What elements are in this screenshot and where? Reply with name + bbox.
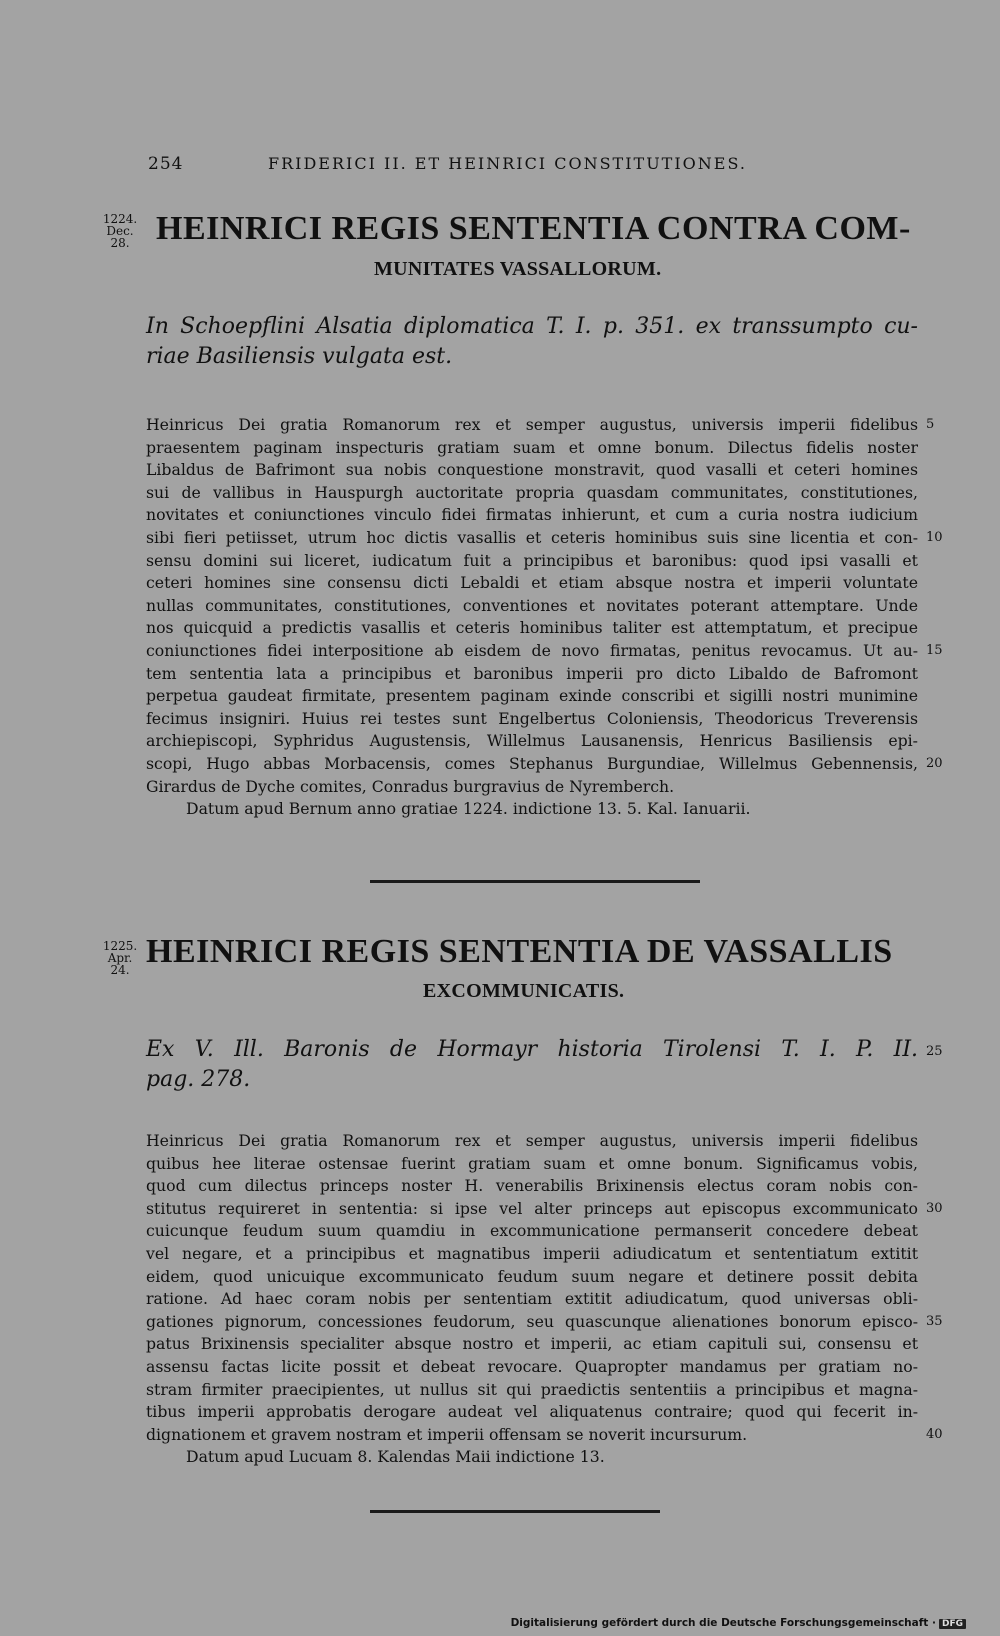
text-line: novitates et coniunctiones vinculo fidei firmatas inhierunt, et cum a curia nostra iudicium bbox=[146, 505, 918, 525]
section-2-title: HEINRICI REGIS SENTENTIA DE VASSALLIS bbox=[146, 933, 893, 970]
text-line: tem sententia lata a principibus et baronibus imperii pro dicto Libaldo de Bafromont bbox=[146, 663, 918, 683]
text-line: coniunctiones fidei interpositione ab eisdem de novo firmatas, penitus revocamus. Ut au- bbox=[146, 640, 918, 660]
source-line: riae Basiliensis vulgata est. bbox=[146, 344, 453, 369]
text-line: eidem, quod unicuique excommunicato feudum suum negare et detinere possit debita bbox=[146, 1266, 918, 1286]
text-line: quibus hee literae ostensae fuerint gratiam suam et omne bonum. Significamus vobis, bbox=[146, 1153, 918, 1173]
funding-note: Digitalisierung gefördert durch die Deutsche Forschungsgemeinschaft · DFG bbox=[511, 1617, 966, 1629]
text-line: sui de vallibus in Hauspurgh auctoritate propria quasdam communitates, constitutiones, bbox=[146, 482, 918, 502]
text-line: nullas communitates, constitutiones, conventiones et novitates poterant attemptare. Unde bbox=[146, 595, 918, 615]
line-number: 10 bbox=[926, 530, 943, 545]
section-1-subtitle: MUNITATES VASSALLORUM. bbox=[374, 258, 662, 280]
margin-date-2: 1225. Apr. 24. bbox=[102, 939, 138, 977]
text-line: vel negare, et a principibus et magnatibus imperii adiudicatum et sententiatum extitit bbox=[146, 1243, 918, 1263]
text-line: praesentem paginam inspecturis gratiam suam et omne bonum. Dilectus fidelis noster bbox=[146, 437, 918, 457]
text-line: ceteri homines sine consensu dicti Lebaldi et etiam absque nostra et imperii voluntate bbox=[146, 573, 918, 593]
source-line: Ex V. Ill. Baronis de Hormayr historia Tirolensi T. I. P. II. bbox=[146, 1037, 918, 1062]
section-1-source bbox=[146, 312, 918, 372]
section-2-subtitle: EXCOMMUNICATIS. bbox=[423, 980, 625, 1002]
source-line: In Schoepflini Alsatia diplomatica T. I. p. 351. ex transsumpto cu- bbox=[146, 314, 918, 339]
section-1-body bbox=[146, 414, 918, 821]
text-line: scopi, Hugo abbas Morbacensis, comes Stephanus Burgundiae, Willelmus Gebennensis, bbox=[146, 753, 918, 773]
text-line: dignationem et gravem nostram et imperii offensam se noverit incursurum. bbox=[146, 1424, 748, 1444]
text-line: sibi fieri petiisset, utrum hoc dictis vasallis et ceteris hominibus suis sine licentia et con- bbox=[146, 527, 918, 547]
text-line: Datum apud Lucuam 8. Kalendas Maii indictione 13. bbox=[186, 1447, 605, 1467]
text-line: perpetua gaudeat firmitate, presentem paginam exinde conscribi et sigilli nostri munimine bbox=[146, 686, 918, 706]
text-line: fecimus insigniri. Huius rei testes sunt Engelbertus Coloniensis, Theodoricus Treverensis bbox=[146, 708, 918, 728]
text-line: gationes pignorum, concessiones feudorum, seu quascunque alienationes bonorum episco- bbox=[146, 1311, 918, 1331]
line-number: 30 bbox=[926, 1200, 943, 1216]
text-line: Heinricus Dei gratia Romanorum rex et semper augustus, universis imperii fidelibus bbox=[146, 415, 918, 434]
margin-date-1: 1224. Dec. 28. bbox=[102, 212, 138, 250]
dfg-logo: DFG bbox=[939, 1619, 966, 1629]
text-line: cuicunque feudum suum quamdiu in excommunicatione permanserit concedere debeat bbox=[146, 1221, 918, 1241]
text-line: Datum apud Bernum anno gratiae 1224. indictione 13. 5. Kal. Ianuarii. bbox=[186, 799, 751, 819]
section-1-title: HEINRICI REGIS SENTENTIA CONTRA COM- bbox=[156, 210, 911, 247]
line-number: 20 bbox=[926, 756, 943, 771]
text-line: stram firmiter praecipientes, ut nullus sit qui praedictis sententiis a principibus et magna- bbox=[146, 1379, 918, 1399]
text-line: nos quicquid a predictis vasallis et ceteris hominibus taliter est attemptatum, et precipue bbox=[146, 618, 918, 638]
text-line: sensu domini sui liceret, iudicatum fuit a principibus et baronibus: quod ipsi vasalli et bbox=[146, 550, 918, 570]
text-line: archiepiscopi, Syphridus Augustensis, Willelmus Lausanensis, Henricus Basiliensis epi- bbox=[146, 731, 918, 751]
text-line: assensu factas licite possit et debeat revocare. Quapropter mandamus per gratiam no- bbox=[146, 1356, 918, 1376]
text-line: tibus imperii approbatis derogare audeat vel aliquatenus contraire; quod qui fecerit in- bbox=[146, 1402, 918, 1422]
line-number: 5 bbox=[926, 417, 935, 432]
line-number: 15 bbox=[926, 643, 943, 658]
running-title: FRIDERICI II. ET HEINRICI CONSTITUTIONES. bbox=[268, 154, 747, 173]
text-line: quod cum dilectus princeps noster H. venerabilis Brixinensis electus coram nobis con- bbox=[146, 1176, 918, 1196]
section-divider-2 bbox=[370, 1510, 660, 1513]
section-2-body bbox=[146, 1130, 918, 1469]
text-line: Girardus de Dyche comites, Conradus burgravius de Nyremberch. bbox=[146, 776, 675, 796]
source-line: pag. 278. bbox=[146, 1067, 251, 1092]
text-line: Heinricus Dei gratia Romanorum rex et semper augustus, universis imperii fidelibus bbox=[146, 1131, 918, 1150]
text-line: stitutus requireret in sententia: si ipse vel alter princeps aut episcopus excommunicato bbox=[146, 1198, 918, 1218]
section-divider-1 bbox=[370, 880, 700, 883]
line-number: 25 bbox=[926, 1044, 943, 1059]
text-line: patus Brixinensis specialiter absque nostro et imperii, ac etiam capituli sui, consensu et bbox=[146, 1334, 918, 1354]
page-number: 254 bbox=[148, 154, 184, 174]
running-head bbox=[148, 154, 928, 178]
text-line: ratione. Ad haec coram nobis per sententiam extitit adiudicatum, quod universas obli- bbox=[146, 1289, 918, 1309]
line-number: 40 bbox=[926, 1426, 943, 1442]
line-number: 35 bbox=[926, 1313, 943, 1329]
section-2-source bbox=[146, 1035, 918, 1095]
text-line: Libaldus de Bafrimont sua nobis conquestione monstravit, quod vasalli et ceteri homines bbox=[146, 460, 918, 480]
